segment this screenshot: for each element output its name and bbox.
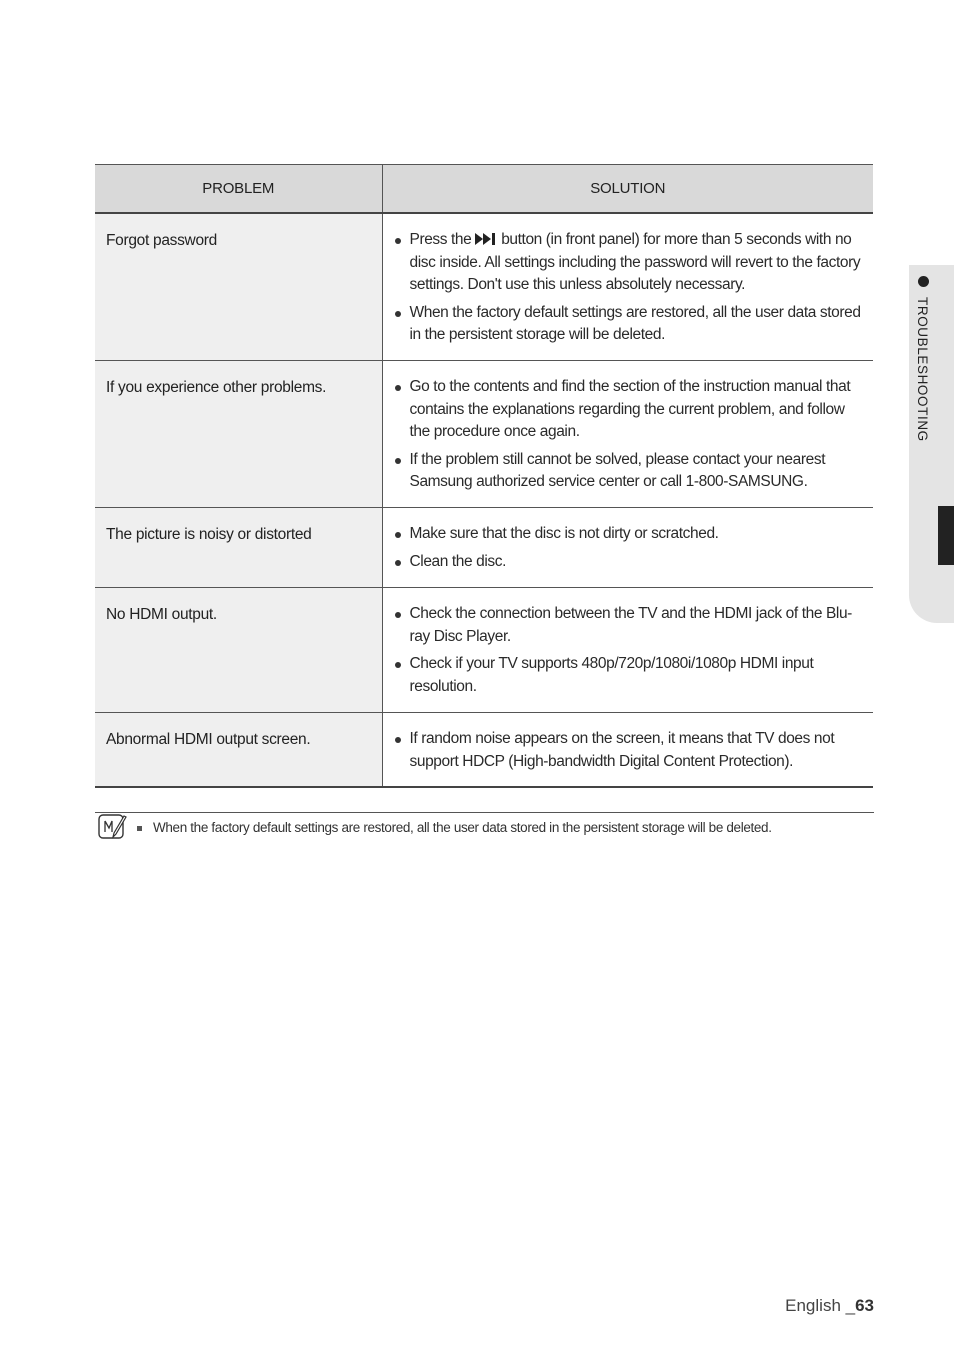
table-header-row (95, 165, 873, 214)
bullet-icon (395, 612, 401, 618)
problem-cell: No HDMI output. (95, 588, 382, 713)
bullet-icon (395, 737, 401, 743)
solution-item: If random noise appears on the screen, it means that TV does not support HDCP (High-bandwidth Digital Content Protection). (395, 728, 866, 773)
solution-cell (382, 508, 873, 588)
solution-item: Check the connection between the TV and the HDMI jack of the Blu-ray Disc Player. (395, 603, 866, 648)
side-tab-label: TROUBLESHOOTING (915, 297, 930, 442)
table-row (95, 588, 873, 713)
problem-cell: The picture is noisy or distorted (95, 508, 382, 588)
side-tab-marker (938, 506, 954, 565)
solution-cell (382, 213, 873, 361)
solution-item: Go to the contents and find the section of the instruction manual that contains the explanations regarding the current problem, and follow the procedure once again. (395, 376, 866, 444)
note-divider (95, 812, 874, 813)
skip-forward-icon (475, 233, 497, 245)
page-footer (785, 1296, 874, 1316)
note-text: When the factory default settings are restored, all the user data stored in the persistent storage will be deleted. (153, 820, 772, 835)
solution-item: If the problem still cannot be solved, please contact your nearest Samsung authorized service center or call 1-800-SAMSUNG. (395, 449, 866, 494)
bullet-icon (395, 458, 401, 464)
problem-cell: If you experience other problems. (95, 361, 382, 508)
solution-item: Make sure that the disc is not dirty or scratched. (395, 523, 866, 546)
bullet-icon (395, 560, 401, 566)
table-row (95, 213, 873, 361)
solution-item: Check if your TV supports 480p/720p/1080i/1080p HDMI input resolution. (395, 653, 866, 698)
problem-cell: Abnormal HDMI output screen. (95, 713, 382, 788)
note-bullet-icon (137, 826, 142, 831)
solution-header: SOLUTION (382, 165, 873, 214)
solution-item: When the factory default settings are restored, all the user data stored in the persistent storage will be deleted. (395, 302, 866, 347)
solution-item: Clean the disc. (395, 551, 866, 574)
note-pencil-icon (97, 813, 127, 841)
table-row (95, 508, 873, 588)
page-number: 63 (855, 1296, 874, 1315)
solution-cell (382, 588, 873, 713)
problem-header: PROBLEM (95, 165, 382, 214)
bullet-icon (395, 385, 401, 391)
troubleshooting-table (95, 164, 873, 788)
solution-cell (382, 713, 873, 788)
table-row (95, 361, 873, 508)
side-tab-dot-icon (918, 276, 929, 287)
bullet-icon (395, 532, 401, 538)
bullet-icon (395, 311, 401, 317)
bullet-icon (395, 238, 401, 244)
footer-language: English _ (785, 1296, 856, 1315)
solution-item: Press the button (in front panel) for more than 5 seconds with no disc inside. All settings including the password will revert to the factory settings. Don't use this unless absolutely necessary. (395, 229, 866, 297)
solution-cell (382, 361, 873, 508)
table-row (95, 713, 873, 788)
bullet-icon (395, 662, 401, 668)
problem-cell: Forgot password (95, 213, 382, 361)
